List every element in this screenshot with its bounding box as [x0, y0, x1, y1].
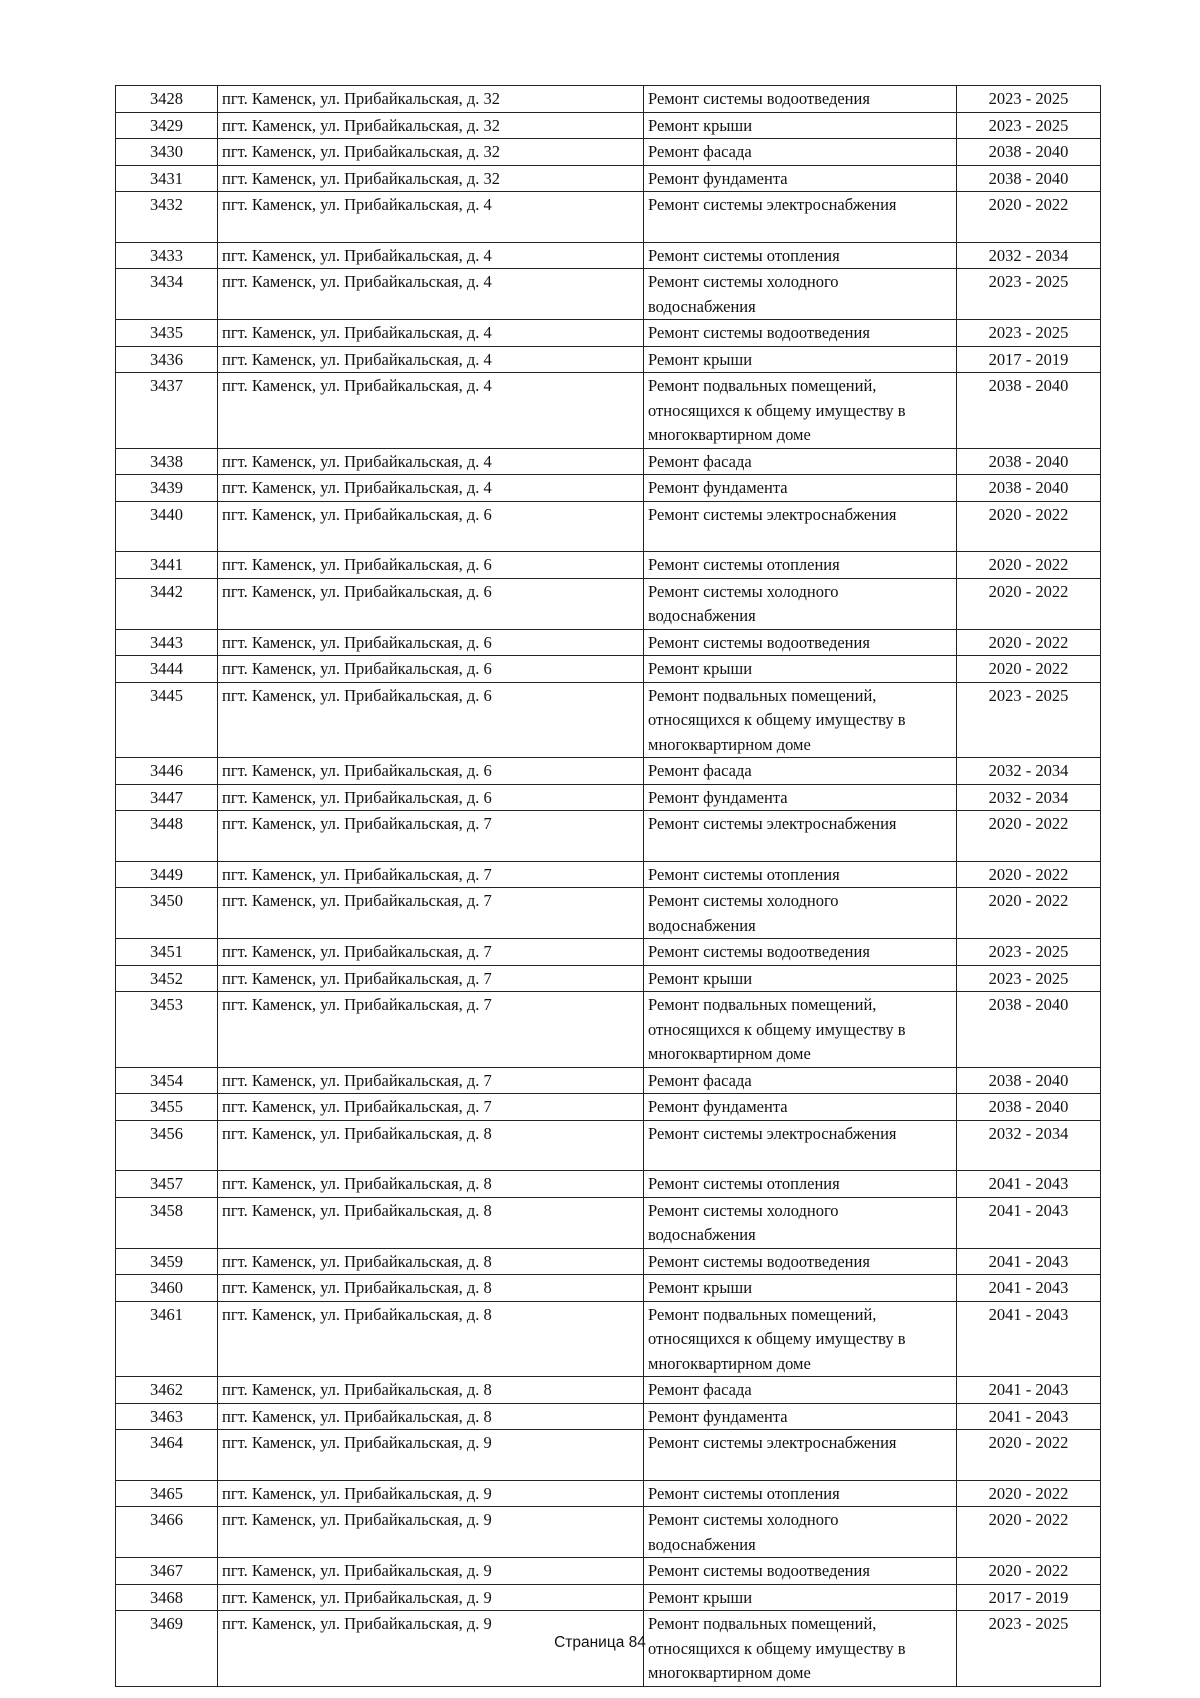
period-cell: 2038 - 2040 [957, 1067, 1101, 1094]
period-cell: 2041 - 2043 [957, 1248, 1101, 1275]
period-cell: 2020 - 2022 [957, 501, 1101, 552]
period-cell: 2032 - 2034 [957, 242, 1101, 269]
address-cell: пгт. Каменск, ул. Прибайкальская, д. 6 [218, 758, 644, 785]
table-row [116, 475, 1101, 502]
row-number-cell: 3469 [116, 1611, 218, 1687]
table-row [116, 1067, 1101, 1094]
address-cell: пгт. Каменск, ул. Прибайкальская, д. 8 [218, 1403, 644, 1430]
period-cell: 2023 - 2025 [957, 939, 1101, 966]
work-type-cell: Ремонт фундамента [644, 784, 957, 811]
row-number-cell: 3444 [116, 656, 218, 683]
period-cell: 2038 - 2040 [957, 992, 1101, 1068]
table-row [116, 165, 1101, 192]
period-cell: 2020 - 2022 [957, 888, 1101, 939]
address-cell: пгт. Каменск, ул. Прибайкальская, д. 32 [218, 86, 644, 113]
period-cell: 2017 - 2019 [957, 1584, 1101, 1611]
work-type-cell: Ремонт фасада [644, 448, 957, 475]
row-number-cell: 3466 [116, 1507, 218, 1558]
address-cell: пгт. Каменск, ул. Прибайкальская, д. 4 [218, 242, 644, 269]
period-cell: 2020 - 2022 [957, 656, 1101, 683]
row-number-cell: 3440 [116, 501, 218, 552]
address-cell: пгт. Каменск, ул. Прибайкальская, д. 4 [218, 269, 644, 320]
address-cell: пгт. Каменск, ул. Прибайкальская, д. 7 [218, 965, 644, 992]
address-cell: пгт. Каменск, ул. Прибайкальская, д. 8 [218, 1171, 644, 1198]
row-number-cell: 3456 [116, 1120, 218, 1171]
work-type-cell: Ремонт крыши [644, 1584, 957, 1611]
address-cell: пгт. Каменск, ул. Прибайкальская, д. 4 [218, 346, 644, 373]
address-cell: пгт. Каменск, ул. Прибайкальская, д. 9 [218, 1480, 644, 1507]
work-type-cell: Ремонт системы электроснабжения [644, 811, 957, 862]
period-cell: 2032 - 2034 [957, 1120, 1101, 1171]
table-row [116, 888, 1101, 939]
row-number-cell: 3450 [116, 888, 218, 939]
table-row [116, 1377, 1101, 1404]
address-cell: пгт. Каменск, ул. Прибайкальская, д. 9 [218, 1430, 644, 1481]
period-cell: 2020 - 2022 [957, 861, 1101, 888]
row-number-cell: 3457 [116, 1171, 218, 1198]
address-cell: пгт. Каменск, ул. Прибайкальская, д. 4 [218, 475, 644, 502]
row-number-cell: 3434 [116, 269, 218, 320]
period-cell: 2041 - 2043 [957, 1275, 1101, 1302]
address-cell: пгт. Каменск, ул. Прибайкальская, д. 7 [218, 992, 644, 1068]
repair-schedule-table [115, 85, 1101, 1687]
work-type-cell: Ремонт системы водоотведения [644, 86, 957, 113]
row-number-cell: 3437 [116, 373, 218, 449]
work-type-cell: Ремонт фундамента [644, 1403, 957, 1430]
period-cell: 2038 - 2040 [957, 448, 1101, 475]
row-number-cell: 3442 [116, 578, 218, 629]
period-cell: 2017 - 2019 [957, 346, 1101, 373]
row-number-cell: 3451 [116, 939, 218, 966]
work-type-cell: Ремонт системы электроснабжения [644, 1430, 957, 1481]
period-cell: 2038 - 2040 [957, 475, 1101, 502]
row-number-cell: 3465 [116, 1480, 218, 1507]
period-cell: 2038 - 2040 [957, 139, 1101, 166]
row-number-cell: 3462 [116, 1377, 218, 1404]
table-row [116, 373, 1101, 449]
row-number-cell: 3431 [116, 165, 218, 192]
address-cell: пгт. Каменск, ул. Прибайкальская, д. 6 [218, 552, 644, 579]
row-number-cell: 3459 [116, 1248, 218, 1275]
table-row [116, 992, 1101, 1068]
address-cell: пгт. Каменск, ул. Прибайкальская, д. 6 [218, 784, 644, 811]
period-cell: 2041 - 2043 [957, 1403, 1101, 1430]
period-cell: 2020 - 2022 [957, 192, 1101, 243]
table-row [116, 1430, 1101, 1481]
row-number-cell: 3460 [116, 1275, 218, 1302]
period-cell: 2020 - 2022 [957, 578, 1101, 629]
work-type-cell: Ремонт системы водоотведения [644, 1248, 957, 1275]
work-type-cell: Ремонт системы отопления [644, 242, 957, 269]
row-number-cell: 3447 [116, 784, 218, 811]
table-row [116, 242, 1101, 269]
table-row [116, 861, 1101, 888]
address-cell: пгт. Каменск, ул. Прибайкальская, д. 9 [218, 1507, 644, 1558]
row-number-cell: 3449 [116, 861, 218, 888]
work-type-cell: Ремонт системы водоотведения [644, 1558, 957, 1585]
table-row [116, 1507, 1101, 1558]
row-number-cell: 3452 [116, 965, 218, 992]
address-cell: пгт. Каменск, ул. Прибайкальская, д. 32 [218, 139, 644, 166]
table-row [116, 1120, 1101, 1171]
work-type-cell: Ремонт системы холодного водоснабжения [644, 888, 957, 939]
table-row [116, 629, 1101, 656]
row-number-cell: 3439 [116, 475, 218, 502]
work-type-cell: Ремонт системы отопления [644, 1480, 957, 1507]
period-cell: 2020 - 2022 [957, 629, 1101, 656]
table-row [116, 320, 1101, 347]
table-row [116, 811, 1101, 862]
row-number-cell: 3428 [116, 86, 218, 113]
table-row [116, 192, 1101, 243]
work-type-cell: Ремонт крыши [644, 656, 957, 683]
table-body [116, 86, 1101, 1687]
address-cell: пгт. Каменск, ул. Прибайкальская, д. 7 [218, 811, 644, 862]
work-type-cell: Ремонт подвальных помещений, относящихся к общему имуществу в многоквартирном доме [644, 373, 957, 449]
row-number-cell: 3436 [116, 346, 218, 373]
table-row [116, 448, 1101, 475]
address-cell: пгт. Каменск, ул. Прибайкальская, д. 4 [218, 320, 644, 347]
address-cell: пгт. Каменск, ул. Прибайкальская, д. 4 [218, 373, 644, 449]
table-row [116, 784, 1101, 811]
address-cell: пгт. Каменск, ул. Прибайкальская, д. 7 [218, 1094, 644, 1121]
work-type-cell: Ремонт фундамента [644, 165, 957, 192]
table-row [116, 656, 1101, 683]
table-row [116, 112, 1101, 139]
row-number-cell: 3433 [116, 242, 218, 269]
address-cell: пгт. Каменск, ул. Прибайкальская, д. 6 [218, 578, 644, 629]
period-cell: 2023 - 2025 [957, 269, 1101, 320]
address-cell: пгт. Каменск, ул. Прибайкальская, д. 32 [218, 165, 644, 192]
table-row [116, 552, 1101, 579]
address-cell: пгт. Каменск, ул. Прибайкальская, д. 6 [218, 656, 644, 683]
work-type-cell: Ремонт системы холодного водоснабжения [644, 578, 957, 629]
work-type-cell: Ремонт крыши [644, 1275, 957, 1302]
work-type-cell: Ремонт системы холодного водоснабжения [644, 1197, 957, 1248]
address-cell: пгт. Каменск, ул. Прибайкальская, д. 8 [218, 1275, 644, 1302]
period-cell: 2038 - 2040 [957, 165, 1101, 192]
address-cell: пгт. Каменск, ул. Прибайкальская, д. 8 [218, 1301, 644, 1377]
work-type-cell: Ремонт системы электроснабжения [644, 501, 957, 552]
period-cell: 2038 - 2040 [957, 373, 1101, 449]
address-cell: пгт. Каменск, ул. Прибайкальская, д. 8 [218, 1197, 644, 1248]
period-cell: 2023 - 2025 [957, 112, 1101, 139]
work-type-cell: Ремонт системы отопления [644, 861, 957, 888]
work-type-cell: Ремонт подвальных помещений, относящихся к общему имуществу в многоквартирном доме [644, 1301, 957, 1377]
table-row [116, 1301, 1101, 1377]
page-number: Страница 84 [554, 1634, 646, 1651]
table-row [116, 682, 1101, 758]
row-number-cell: 3429 [116, 112, 218, 139]
work-type-cell: Ремонт системы водоотведения [644, 320, 957, 347]
address-cell: пгт. Каменск, ул. Прибайкальская, д. 4 [218, 192, 644, 243]
work-type-cell: Ремонт крыши [644, 346, 957, 373]
address-cell: пгт. Каменск, ул. Прибайкальская, д. 7 [218, 888, 644, 939]
table-row [116, 758, 1101, 785]
work-type-cell: Ремонт системы электроснабжения [644, 1120, 957, 1171]
table-row [116, 1558, 1101, 1585]
row-number-cell: 3461 [116, 1301, 218, 1377]
period-cell: 2020 - 2022 [957, 811, 1101, 862]
period-cell: 2041 - 2043 [957, 1171, 1101, 1198]
row-number-cell: 3455 [116, 1094, 218, 1121]
table-row [116, 1171, 1101, 1198]
address-cell: пгт. Каменск, ул. Прибайкальская, д. 7 [218, 939, 644, 966]
work-type-cell: Ремонт подвальных помещений, относящихся к общему имуществу в многоквартирном доме [644, 682, 957, 758]
work-type-cell: Ремонт крыши [644, 965, 957, 992]
work-type-cell: Ремонт подвальных помещений, относящихся к общему имуществу в многоквартирном доме [644, 992, 957, 1068]
table-row [116, 1248, 1101, 1275]
period-cell: 2023 - 2025 [957, 965, 1101, 992]
row-number-cell: 3453 [116, 992, 218, 1068]
row-number-cell: 3435 [116, 320, 218, 347]
work-type-cell: Ремонт системы водоотведения [644, 629, 957, 656]
period-cell: 2023 - 2025 [957, 1611, 1101, 1687]
work-type-cell: Ремонт фасада [644, 139, 957, 166]
work-type-cell: Ремонт системы отопления [644, 1171, 957, 1198]
table-row [116, 965, 1101, 992]
row-number-cell: 3467 [116, 1558, 218, 1585]
work-type-cell: Ремонт фундамента [644, 475, 957, 502]
period-cell: 2023 - 2025 [957, 682, 1101, 758]
work-type-cell: Ремонт системы водоотведения [644, 939, 957, 966]
work-type-cell: Ремонт фундамента [644, 1094, 957, 1121]
work-type-cell: Ремонт фасада [644, 1067, 957, 1094]
table-row [116, 501, 1101, 552]
address-cell: пгт. Каменск, ул. Прибайкальская, д. 8 [218, 1120, 644, 1171]
period-cell: 2023 - 2025 [957, 86, 1101, 113]
period-cell: 2020 - 2022 [957, 1430, 1101, 1481]
address-cell: пгт. Каменск, ул. Прибайкальская, д. 9 [218, 1558, 644, 1585]
table-row [116, 86, 1101, 113]
row-number-cell: 3468 [116, 1584, 218, 1611]
row-number-cell: 3454 [116, 1067, 218, 1094]
period-cell: 2020 - 2022 [957, 1507, 1101, 1558]
work-type-cell: Ремонт фасада [644, 758, 957, 785]
work-type-cell: Ремонт фасада [644, 1377, 957, 1404]
work-type-cell: Ремонт системы электроснабжения [644, 192, 957, 243]
table-row [116, 1584, 1101, 1611]
row-number-cell: 3448 [116, 811, 218, 862]
row-number-cell: 3464 [116, 1430, 218, 1481]
period-cell: 2032 - 2034 [957, 784, 1101, 811]
table-row [116, 1480, 1101, 1507]
period-cell: 2041 - 2043 [957, 1377, 1101, 1404]
period-cell: 2020 - 2022 [957, 1558, 1101, 1585]
row-number-cell: 3443 [116, 629, 218, 656]
table-row [116, 346, 1101, 373]
address-cell: пгт. Каменск, ул. Прибайкальская, д. 8 [218, 1248, 644, 1275]
period-cell: 2041 - 2043 [957, 1301, 1101, 1377]
table-row [116, 1094, 1101, 1121]
address-cell: пгт. Каменск, ул. Прибайкальская, д. 8 [218, 1377, 644, 1404]
work-type-cell: Ремонт системы холодного водоснабжения [644, 1507, 957, 1558]
table-row [116, 1403, 1101, 1430]
table-row [116, 1197, 1101, 1248]
table-row [116, 139, 1101, 166]
address-cell: пгт. Каменск, ул. Прибайкальская, д. 9 [218, 1611, 644, 1687]
period-cell: 2032 - 2034 [957, 758, 1101, 785]
table-row [116, 939, 1101, 966]
address-cell: пгт. Каменск, ул. Прибайкальская, д. 32 [218, 112, 644, 139]
table-row [116, 1275, 1101, 1302]
period-cell: 2038 - 2040 [957, 1094, 1101, 1121]
row-number-cell: 3463 [116, 1403, 218, 1430]
row-number-cell: 3430 [116, 139, 218, 166]
work-type-cell: Ремонт системы холодного водоснабжения [644, 269, 957, 320]
address-cell: пгт. Каменск, ул. Прибайкальская, д. 7 [218, 1067, 644, 1094]
address-cell: пгт. Каменск, ул. Прибайкальская, д. 6 [218, 629, 644, 656]
work-type-cell: Ремонт крыши [644, 112, 957, 139]
row-number-cell: 3446 [116, 758, 218, 785]
work-type-cell: Ремонт системы отопления [644, 552, 957, 579]
address-cell: пгт. Каменск, ул. Прибайкальская, д. 4 [218, 448, 644, 475]
address-cell: пгт. Каменск, ул. Прибайкальская, д. 7 [218, 861, 644, 888]
period-cell: 2020 - 2022 [957, 1480, 1101, 1507]
row-number-cell: 3445 [116, 682, 218, 758]
period-cell: 2041 - 2043 [957, 1197, 1101, 1248]
address-cell: пгт. Каменск, ул. Прибайкальская, д. 6 [218, 501, 644, 552]
address-cell: пгт. Каменск, ул. Прибайкальская, д. 6 [218, 682, 644, 758]
row-number-cell: 3458 [116, 1197, 218, 1248]
work-type-cell: Ремонт подвальных помещений, относящихся к общему имуществу в многоквартирном доме [644, 1611, 957, 1687]
table-row [116, 269, 1101, 320]
row-number-cell: 3438 [116, 448, 218, 475]
address-cell: пгт. Каменск, ул. Прибайкальская, д. 9 [218, 1584, 644, 1611]
period-cell: 2023 - 2025 [957, 320, 1101, 347]
row-number-cell: 3432 [116, 192, 218, 243]
table-row [116, 578, 1101, 629]
row-number-cell: 3441 [116, 552, 218, 579]
period-cell: 2020 - 2022 [957, 552, 1101, 579]
